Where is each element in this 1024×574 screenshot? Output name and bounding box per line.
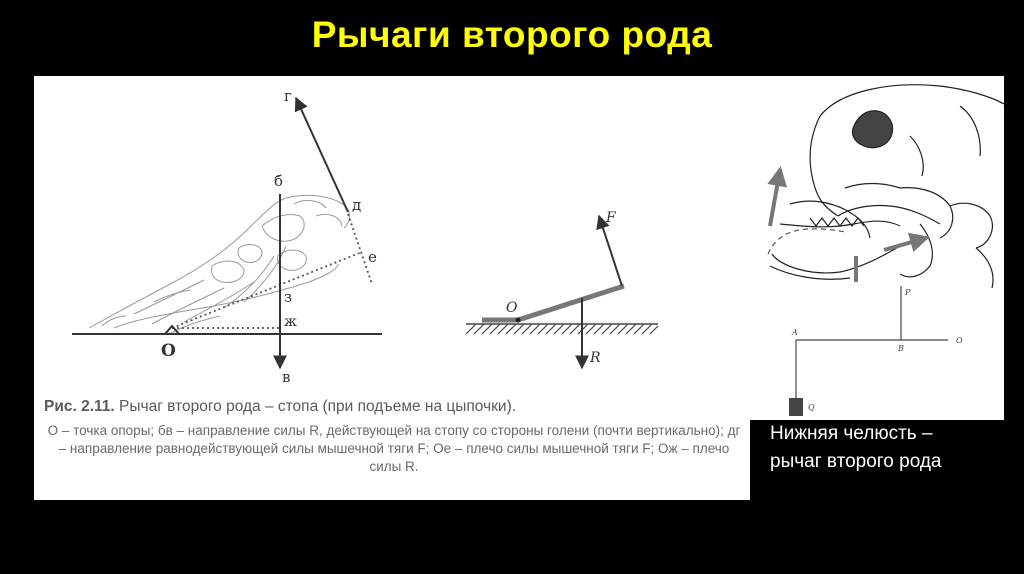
foot-lever-figure: [34, 76, 750, 500]
figure-caption: [44, 398, 744, 476]
point-zh-label: ж: [284, 314, 297, 330]
point-g-label: г: [284, 87, 292, 105]
jaw-lever-figure: [750, 76, 1004, 420]
lever-o-label: O: [506, 300, 518, 316]
jaw-q-label: Q: [808, 403, 815, 412]
skull-sketch: [770, 85, 1004, 288]
jaw-caption-line2: рычаг второго рода: [770, 451, 942, 472]
caption-title: [44, 398, 744, 416]
caption-figure-number: Рис. 2.11.: [44, 398, 115, 415]
lever-r-label: R: [590, 350, 601, 366]
jaw-caption-line1: Нижняя челюсть –: [770, 423, 933, 444]
point-z-label: з: [284, 288, 293, 306]
caption-body: О – точка опоры; бв – направление силы R, действующей на стопу со стороны голени (почти вертикально); дг – направление равнодействующей силы мышечной тяги F; Ое – плечо силы мышечной тяги F; Ож – плечо силы R.: [47, 423, 741, 474]
lever-f-label: F: [606, 210, 616, 226]
jaw-a-label: A: [792, 328, 798, 337]
jaw-caption: [770, 420, 1010, 476]
lever-scheme: [466, 210, 658, 368]
point-o-label: О: [161, 341, 176, 361]
point-e-label: е: [368, 248, 377, 266]
jaw-diagram: [750, 76, 1004, 420]
jaw-p-label: P: [905, 288, 911, 297]
jaw-b-label: B: [898, 344, 904, 353]
point-v-label: в: [282, 368, 291, 386]
caption-title-text: Рычаг второго рода – стопа (при подъеме на цыпочки).: [114, 398, 517, 415]
point-b-label: б: [274, 172, 284, 190]
jaw-o-label: O: [956, 336, 963, 345]
slide-title: Рычаги второго рода: [311, 14, 713, 55]
jaw-lever-scheme: [789, 286, 963, 416]
point-d-label: д: [352, 196, 362, 214]
foot-skeleton-sketch: [89, 195, 349, 334]
